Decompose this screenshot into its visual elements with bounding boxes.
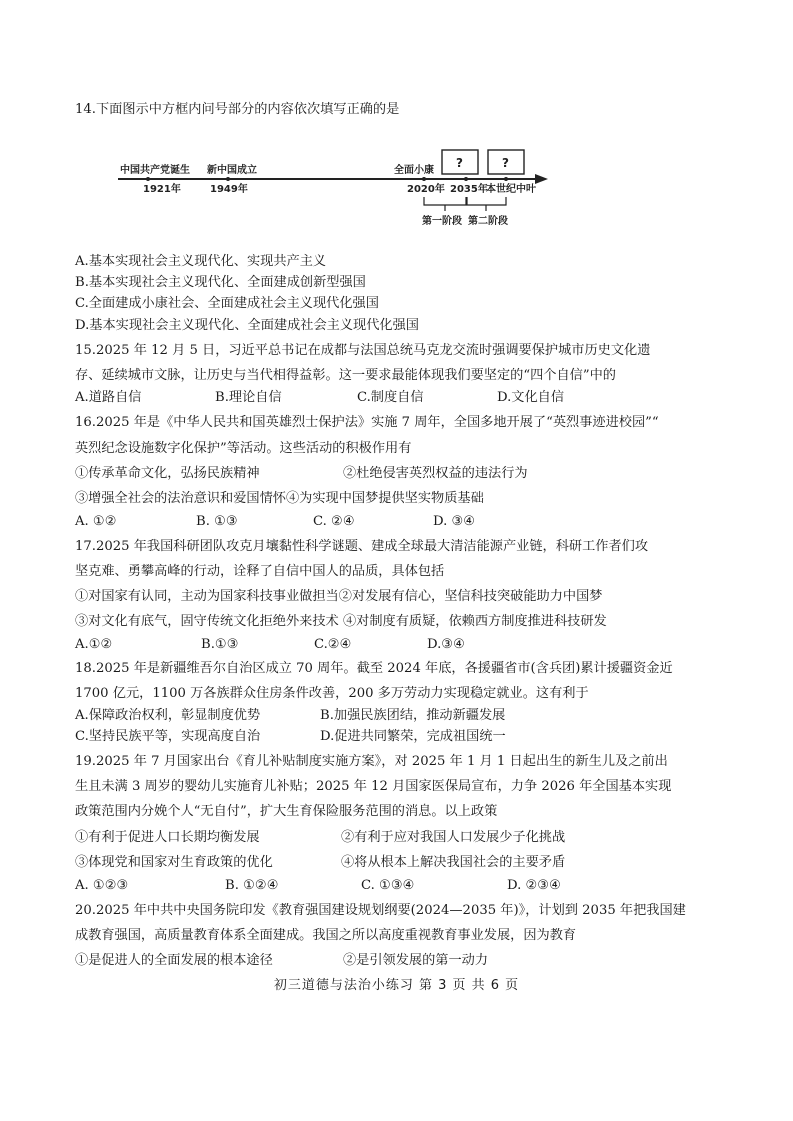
timeline-question-mark-2: ? xyxy=(502,156,509,170)
timeline-point-mid-century xyxy=(504,177,508,181)
q17-statements-3-4: ③对文化有底气，固守传统文化拒绝外来技术 ④对制度有质疑，依赖西方制度推进科技研发 xyxy=(75,614,607,629)
q19-statement-4: ④将从根本上解决我国社会的主要矛盾 xyxy=(341,855,566,870)
q14-timeline-diagram xyxy=(110,145,560,235)
q19-option-c: C. ①③④ xyxy=(361,878,415,893)
q18-option-b: B.加强民族团结，推动新疆发展 xyxy=(320,708,506,723)
timeline-arrow xyxy=(535,174,548,184)
q18-option-d: D.促进共同繁荣，完成祖国统一 xyxy=(320,729,506,744)
q16-statements-3-4: ③增强全社会的法治意识和爱国情怀④为实现中国梦提供坚实物质基础 xyxy=(75,491,484,506)
q15-option-c: C.制度自信 xyxy=(357,390,424,405)
q20-stem-line-2: 成教育强国，高质量教育体系全面建成。我国之所以高度重视教育事业发展，因为教育 xyxy=(75,928,577,943)
page-footer: 初三道德与法治小练习 第 3 页 共 6 页 xyxy=(273,978,520,993)
q18-stem-line-2: 1700 亿元，1100 万各族群众住房条件改善，200 多万劳动力实现稳定就业。这有利于 xyxy=(75,686,589,701)
q19-option-b: B. ①②④ xyxy=(225,878,279,893)
q16-stem-line-1: 16.2025 年是《中华人民共和国英雄烈士保护法》实施 7 周年，全国多地开展了“英烈事迹进校园”“ xyxy=(75,415,659,430)
q19-stem-line-1: 19.2025 年 7 月国家出台《育儿补贴制度实施方案》，对 2025 年 1 月 1 日起出生的新生儿及之前出 xyxy=(75,754,668,769)
q17-option-d: D.③④ xyxy=(427,637,465,652)
q19-stem-line-3: 政策范围内分娩个人“无自付”，扩大生育保险服务范围的消息。以上政策 xyxy=(75,804,498,819)
timeline-bracket-stage-2 xyxy=(467,197,506,211)
timeline-point-2035 xyxy=(464,177,468,181)
q14-stem: 14.下面图示中方框内问号部分的内容依次填写正确的是 xyxy=(75,102,400,117)
q16-statement-2: ②杜绝侵害英烈权益的违法行为 xyxy=(343,466,528,481)
timeline-year-1949: 1949年 xyxy=(210,184,248,195)
q20-stem-line-1: 20.2025 年中共中央国务院印发《教育强国建设规划纲要(2024—2035 年)》，计划到 2035 年把我国建 xyxy=(75,903,686,918)
q14-option-d: D.基本实现社会主义现代化、全面建成社会主义现代化强国 xyxy=(75,318,419,333)
q18-option-c: C.坚持民族平等，实现高度自治 xyxy=(75,729,261,744)
q15-option-b: B.理论自信 xyxy=(215,390,282,405)
timeline-year-2035: 2035年 xyxy=(450,184,488,195)
timeline-point-1949 xyxy=(226,177,230,181)
q16-statement-1: ①传承革命文化，弘扬民族精神 xyxy=(75,466,260,481)
q17-option-c: C.②④ xyxy=(314,637,352,652)
q19-statement-3: ③体现党和国家对生育政策的优化 xyxy=(75,855,273,870)
q19-stem-line-2: 生且未满 3 周岁的婴幼儿实施育儿补贴；2025 年 12 月国家医保局宣布，力争 2026 年全国基本实现 xyxy=(75,779,672,794)
q19-statement-1: ①有利于促进人口长期均衡发展 xyxy=(75,830,260,845)
q15-stem-line-2: 存、延续城市文脉，让历史与当代相得益彰。这一要求最能体现我们要坚定的“四个自信”中的 xyxy=(75,368,616,383)
q17-stem-line-1: 17.2025 年我国科研团队攻克月壤黏性科学谜题、建成全球最大清洁能源产业链，科研工作者们攻 xyxy=(75,539,649,554)
q20-statement-1: ①是促进人的全面发展的根本途径 xyxy=(75,953,273,968)
q15-option-a: A.道路自信 xyxy=(75,390,142,405)
timeline-stage-2-label: 第二阶段 xyxy=(468,216,508,227)
q17-statements-1-2: ①对国家有认同，主动为国家科技事业做担当②对发展有信心，坚信科技突破能助力中国梦 xyxy=(75,589,603,604)
q14-option-a: A.基本实现社会主义现代化、实现共产主义 xyxy=(75,254,327,269)
q16-option-a: A. ①② xyxy=(75,514,117,529)
q14-option-c: C.全面建成小康社会、全面建成社会主义现代化强国 xyxy=(75,296,379,311)
q15-option-d: D.文化自信 xyxy=(497,390,565,405)
q20-statement-2: ②是引领发展的第一动力 xyxy=(343,953,489,968)
q16-option-b: B. ①③ xyxy=(196,514,238,529)
q17-option-a: A.①② xyxy=(75,637,113,652)
timeline-point-2020 xyxy=(422,177,426,181)
timeline-event-cpc-founding: 中国共产党诞生 xyxy=(120,165,190,176)
q18-stem-line-1: 18.2025 年是新疆维吾尔自治区成立 70 周年。截至 2024 年底，各援疆省市(含兵团)累计援疆资金近 xyxy=(75,661,673,676)
timeline-event-prc-founding: 新中国成立 xyxy=(207,165,257,176)
q16-option-c: C. ②④ xyxy=(313,514,355,529)
timeline-question-mark-1: ? xyxy=(456,156,463,170)
timeline-point-1921 xyxy=(146,177,150,181)
q15-stem-line-1: 15.2025 年 12 月 5 日，习近平总书记在成都与法国总统马克龙交流时强调要保护城市历史文化遗 xyxy=(75,343,651,358)
q17-stem-line-2: 坚克难、勇攀高峰的行动，诠释了自信中国人的品质，具体包括 xyxy=(75,564,445,579)
q19-option-a: A. ①②③ xyxy=(75,878,129,893)
timeline-year-2020: 2020年 xyxy=(407,184,445,195)
timeline-year-1921: 1921年 xyxy=(143,184,181,195)
q16-option-d: D. ③④ xyxy=(433,514,476,529)
q16-stem-line-2: 英烈纪念设施数字化保护”等活动。这些活动的积极作用有 xyxy=(75,441,412,456)
q18-option-a: A.保障政治权利，彰显制度优势 xyxy=(75,708,261,723)
q17-option-b: B.①③ xyxy=(201,637,239,652)
q14-option-b: B.基本实现社会主义现代化、全面建成创新型强国 xyxy=(75,275,366,290)
q19-option-d: D. ②③④ xyxy=(507,878,561,893)
q19-statement-2: ②有利于应对我国人口发展少子化挑战 xyxy=(341,830,566,845)
timeline-bracket-stage-1 xyxy=(424,197,466,211)
timeline-event-moderate-prosperity: 全面小康 xyxy=(394,165,434,176)
timeline-year-mid-century: 本世纪中叶 xyxy=(486,184,536,195)
timeline-stage-1-label: 第一阶段 xyxy=(422,216,462,227)
